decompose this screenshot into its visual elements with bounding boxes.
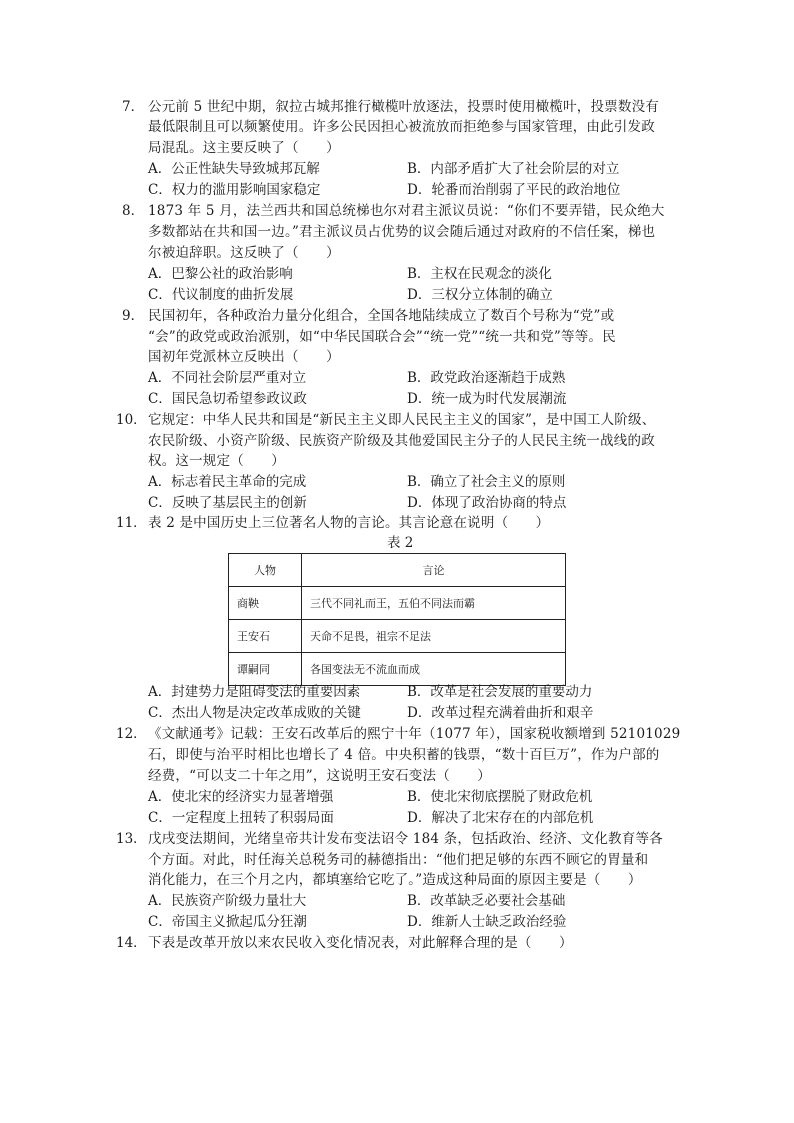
option-d[interactable]: D．维新人士缺乏政治经验 [407, 914, 567, 930]
option-d[interactable]: D．三权分立体制的确立 [407, 287, 553, 303]
table-row [229, 653, 566, 686]
question-text-line: “会”的政党或政治派别，如“中华民国联合会”“统一党”“统一共和党”等等。民 [148, 329, 616, 345]
question-text-line: 1873 年 5 月，法兰西共和国总统梯也尔对君主派议员说：“你们不要弄错，民众绝大 [148, 203, 665, 219]
table-2 [228, 553, 566, 686]
question-text-line: 尔被迫辞职。这反映了（ ） [148, 245, 340, 261]
question-text-line: 公元前 5 世纪中期，叙拉古城邦推行橄榄叶放逐法，投票时使用橄榄叶，投票数没有 [148, 99, 659, 115]
question-text-line: 多数都站在共和国一边。”君主派议员占优势的议会随后通过对政府的不信任案，梯也 [148, 224, 656, 240]
question-text-line: 它规定：中华人民共和国是“新民主主义即人民民主主义的国家”，是中国工人阶级、 [148, 412, 656, 428]
table-cell: 商鞅 [229, 587, 302, 620]
table-cell: 三代不同礼而王，五伯不同法而霸 [302, 587, 566, 620]
question-number: 9． [122, 308, 145, 324]
option-d[interactable]: D．改革过程充满着曲折和艰辛 [407, 705, 594, 721]
table-cell: 各国变法无不流血而成 [302, 653, 566, 686]
option-b[interactable]: B．确立了社会主义的原则 [407, 474, 566, 490]
option-c[interactable]: C．一定程度上扭转了积弱局面 [148, 810, 334, 826]
question-number: 11． [116, 515, 147, 531]
option-a[interactable]: A．公正性缺失导致城邦瓦解 [148, 161, 320, 177]
option-c[interactable]: C．杰出人物是决定改革成败的关键 [148, 705, 361, 721]
question-text-line: 局混乱。这主要反映了（ ） [148, 140, 340, 156]
table-cell: 谭嗣同 [229, 653, 302, 686]
option-c[interactable]: C．国民急切希望参政议政 [148, 391, 307, 407]
question-text-line: 《文献通考》记载：王安石改革后的熙宁十年（1077 年），国家税收额增到 52101029 [148, 726, 681, 742]
option-a[interactable]: A．使北宋的经济实力显著增强 [148, 789, 334, 805]
table-header-cell: 言论 [302, 554, 566, 587]
option-b[interactable]: B．内部矛盾扩大了社会阶层的对立 [407, 161, 620, 177]
question-text-line: 国初年党派林立反映出（ ） [148, 349, 340, 365]
table-cell: 天命不足畏，祖宗不足法 [302, 620, 566, 653]
question-text-line: 最低限制且可以频繁使用。许多公民因担心被流放而拒绝参与国家管理，由此引发政 [148, 119, 655, 135]
option-d[interactable]: D．解决了北宋存在的内部危机 [407, 810, 594, 826]
table-header-cell: 人物 [229, 554, 302, 587]
option-c[interactable]: C．代议制度的曲折发展 [148, 287, 294, 303]
question-text-line: 农民阶级、小资产阶级、民族资产阶级及其他爱国民主分子的人民民主统一战线的政 [148, 433, 655, 449]
table-header-row [229, 554, 566, 587]
option-a[interactable]: A．不同社会阶层严重对立 [148, 370, 307, 386]
option-d[interactable]: D．统一成为时代发展潮流 [407, 391, 567, 407]
option-d[interactable]: D．轮番而治削弱了平民的政治地位 [407, 182, 621, 198]
question-text-line: 表 2 是中国历史上三位著名人物的言论。其言论意在说明（ ） [148, 515, 550, 531]
question-text-line: 戊戌变法期间，光绪皇帝共计发布变法诏令 184 条，包括政治、经济、文化教育等各 [148, 831, 663, 847]
question-text-line: 消化能力，在三个月之内，都填塞给它吃了。”造成这种局面的原因主要是（ ） [148, 872, 642, 888]
question-text-line: 经费，“可以支二十年之用”，这说明王安石变法（ ） [148, 768, 492, 784]
question-number: 10． [116, 412, 147, 428]
question-number: 7． [122, 99, 145, 115]
question-number: 13． [116, 831, 147, 847]
option-b[interactable]: B．使北宋彻底摆脱了财政危机 [407, 789, 593, 805]
question-text-line: 权。这一规定（ ） [148, 453, 285, 469]
option-b[interactable]: B．主权在民观念的淡化 [407, 266, 552, 282]
question-text-line: 个方面。对此，时任海关总税务司的赫德指出：“他们把足够的东西不顾它的胃量和 [148, 852, 649, 868]
option-a[interactable]: A．封建势力是阻碍变法的重要因素 [148, 684, 361, 700]
question-text-line: 下表是改革开放以来农民收入变化情况表，对此解释合理的是（ ） [148, 935, 573, 951]
option-b[interactable]: B．改革是社会发展的重要动力 [407, 684, 593, 700]
option-b[interactable]: B．改革缺乏必要社会基础 [407, 893, 566, 909]
option-c[interactable]: C．反映了基层民主的创新 [148, 495, 307, 511]
table-cell: 王安石 [229, 620, 302, 653]
option-c[interactable]: C．权力的滥用影响国家稳定 [148, 182, 321, 198]
option-b[interactable]: B．政党政治逐渐趋于成熟 [407, 370, 566, 386]
option-c[interactable]: C．帝国主义掀起瓜分狂潮 [148, 914, 307, 930]
table-row [229, 587, 566, 620]
question-number: 8． [122, 203, 145, 219]
option-a[interactable]: A．标志着民主革命的完成 [148, 474, 307, 490]
question-number: 14． [116, 935, 147, 951]
option-a[interactable]: A．民族资产阶级力量壮大 [148, 893, 307, 909]
option-a[interactable]: A．巴黎公社的政治影响 [148, 266, 293, 282]
question-number: 12． [116, 726, 147, 742]
option-d[interactable]: D．体现了政治协商的特点 [407, 495, 567, 511]
table-row [229, 620, 566, 653]
question-text-line: 民国初年，各种政治力量分化组合，全国各地陆续成立了数百个号称为“党”或 [148, 308, 615, 324]
question-text-line: 石，即使与治平时相比也增长了 4 倍。中央积蓄的钱票，“数十百巨万”，作为户部的 [148, 747, 660, 763]
table-caption: 表 2 [387, 535, 414, 551]
